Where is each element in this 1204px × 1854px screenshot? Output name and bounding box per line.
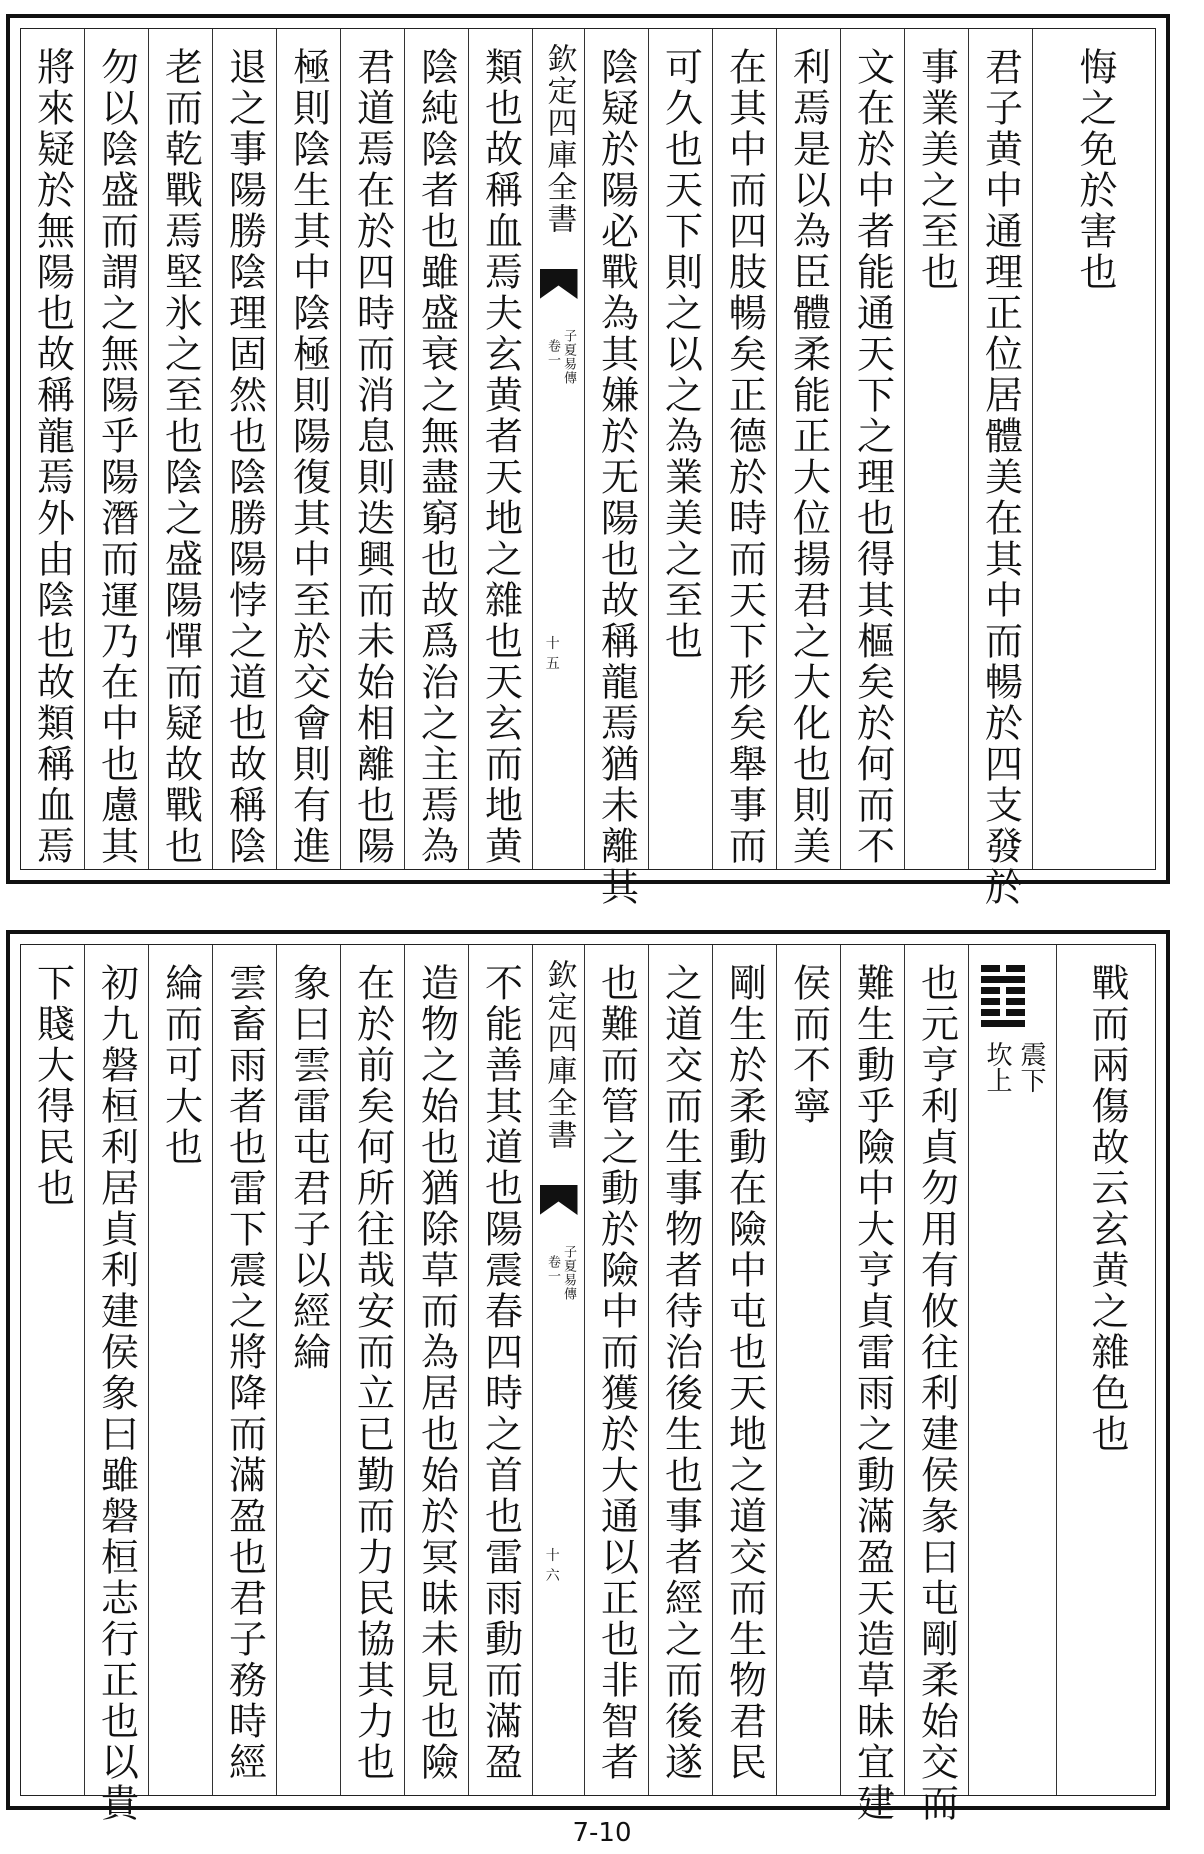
lower-trigram-label: 震下 [1016, 1041, 1046, 1093]
bottom-text-frame [20, 944, 1156, 1824]
bottom-page-panel [6, 930, 1170, 1824]
text-column [469, 29, 533, 869]
column-text: 退之事陽勝陰理固然也陰勝陽悖之道也故稱陰 [222, 47, 267, 867]
column-text: 下賤大得民也 [30, 963, 75, 1209]
column-text: 初九磐桓利居貞利建侯象曰雖磐桓志行正也以貴 [94, 963, 139, 1824]
center-gutter [533, 29, 585, 869]
column-text: 戰而兩傷故云玄黄之雜色也 [1085, 963, 1129, 1455]
column-text: 在於前矣何所往哉安而立已勤而力民協其力也 [350, 963, 395, 1783]
top-text-frame [20, 28, 1156, 908]
column-text: 也元亨利貞勿用有攸往利建侯彖曰屯剛柔始交而 [914, 963, 959, 1824]
text-column [21, 945, 85, 1795]
column-text: 類也故稱血焉夫玄黄者天地之雜也天玄而地黄 [478, 47, 523, 867]
fish-tail-mark [540, 269, 578, 299]
text-column [469, 945, 533, 1795]
hexagram-icon [981, 965, 1025, 1031]
column-text: 老而乾戰焉堅氷之至也陰之盛陽憚而疑故戰也 [158, 47, 203, 867]
column-text: 陰純陰者也雖盛衰之無盡窮也故爲治之主焉為 [414, 47, 459, 867]
text-column [713, 29, 777, 869]
upper-trigram-label: 坎上 [982, 1041, 1012, 1093]
column-text: 綸而可大也 [158, 963, 203, 1168]
column-text: 在其中而四肢暢矣正德於時而天下形矣舉事而 [722, 47, 767, 867]
text-column [649, 29, 713, 869]
text-column [905, 945, 969, 1824]
text-column [85, 945, 149, 1824]
column-text: 事業美之至也 [914, 47, 959, 293]
column-text: 將來疑於無陽也故稱龍焉外由陰也故類稱血焉 [30, 47, 75, 867]
column-text: 君道焉在於四時而消息則迭興而未始相離也陽 [350, 47, 395, 867]
column-text: 可久也天下則之以之為業美之至也 [658, 47, 703, 662]
gutter-leaf-number: 十六 [545, 1548, 560, 1584]
text-column [585, 945, 649, 1795]
column-text: 剛生於柔動在險中屯也天地之道交而生物君民 [722, 963, 767, 1783]
text-column [1033, 29, 1157, 869]
column-text: 極則陰生其中陰極則陽復其中至於交會則有進 [286, 47, 331, 867]
column-text: 象曰雲雷屯君子以經綸 [286, 963, 331, 1373]
column-text: 之道交而生事物者待治後生也事者經之而後遂 [658, 963, 703, 1783]
gutter-book-title: 子夏易傳 [561, 329, 576, 385]
gutter-title: 欽定四庫全書 [541, 43, 577, 235]
gutter-title: 欽定四庫全書 [541, 959, 577, 1151]
text-column [405, 29, 469, 869]
text-column [841, 945, 905, 1824]
column-text: 造物之始也猶除草而為居也始於冥昧未見也險 [414, 963, 459, 1783]
top-page-panel [6, 14, 1170, 908]
text-column [405, 945, 469, 1795]
text-column [213, 945, 277, 1795]
text-column [277, 945, 341, 1795]
column-text: 雲畜雨者也雷下震之將降而滿盈也君子務時經 [222, 963, 267, 1783]
column-text: 文在於中者能通天下之理也得其樞矣於何而不 [850, 47, 895, 867]
center-gutter [533, 945, 585, 1795]
column-text: 勿以陰盛而謂之無陽乎陽潛而運乃在中也慮其 [94, 47, 139, 867]
text-column [341, 29, 405, 869]
gutter-volume: 卷一 [545, 339, 560, 367]
text-column [85, 29, 149, 869]
column-text: 陰疑於陽必戰為其嫌於无陽也故稱龍焉猶未離其 [594, 47, 639, 908]
page-number: 7-10 [572, 1818, 632, 1848]
text-column [149, 29, 213, 869]
column-text: 悔之免於害也 [1073, 47, 1117, 293]
text-column [649, 945, 713, 1795]
text-column [713, 945, 777, 1795]
text-column [21, 29, 85, 869]
text-column [841, 29, 905, 869]
text-column [969, 29, 1033, 908]
column-text: 利焉是以為臣體柔能正大位揚君之大化也則美 [786, 47, 831, 867]
column-text: 也難而管之動於險中而獲於大通以正也非智者 [594, 963, 639, 1783]
column-text: 不能善其道也陽震春四時之首也雷雨動而滿盈 [478, 963, 523, 1783]
hexagram-column [969, 945, 1057, 1795]
fish-tail-mark [540, 1185, 578, 1215]
text-column [585, 29, 649, 908]
text-column [213, 29, 277, 869]
column-text: 難生動乎險中大亨貞雷雨之動滿盈天造草昧宜建 [850, 963, 895, 1824]
text-column [1057, 945, 1157, 1795]
text-column [149, 945, 213, 1795]
gutter-volume: 卷一 [545, 1255, 560, 1283]
gutter-book-title: 子夏易傳 [561, 1245, 576, 1301]
text-column [777, 29, 841, 869]
column-text: 侯而不寧 [786, 963, 831, 1127]
text-column [341, 945, 405, 1795]
text-column [777, 945, 841, 1795]
gutter-leaf-number: 十五 [545, 636, 560, 672]
text-column [277, 29, 341, 869]
text-column [905, 29, 969, 869]
column-text: 君子黄中通理正位居體美在其中而暢於四支發於 [978, 47, 1023, 908]
